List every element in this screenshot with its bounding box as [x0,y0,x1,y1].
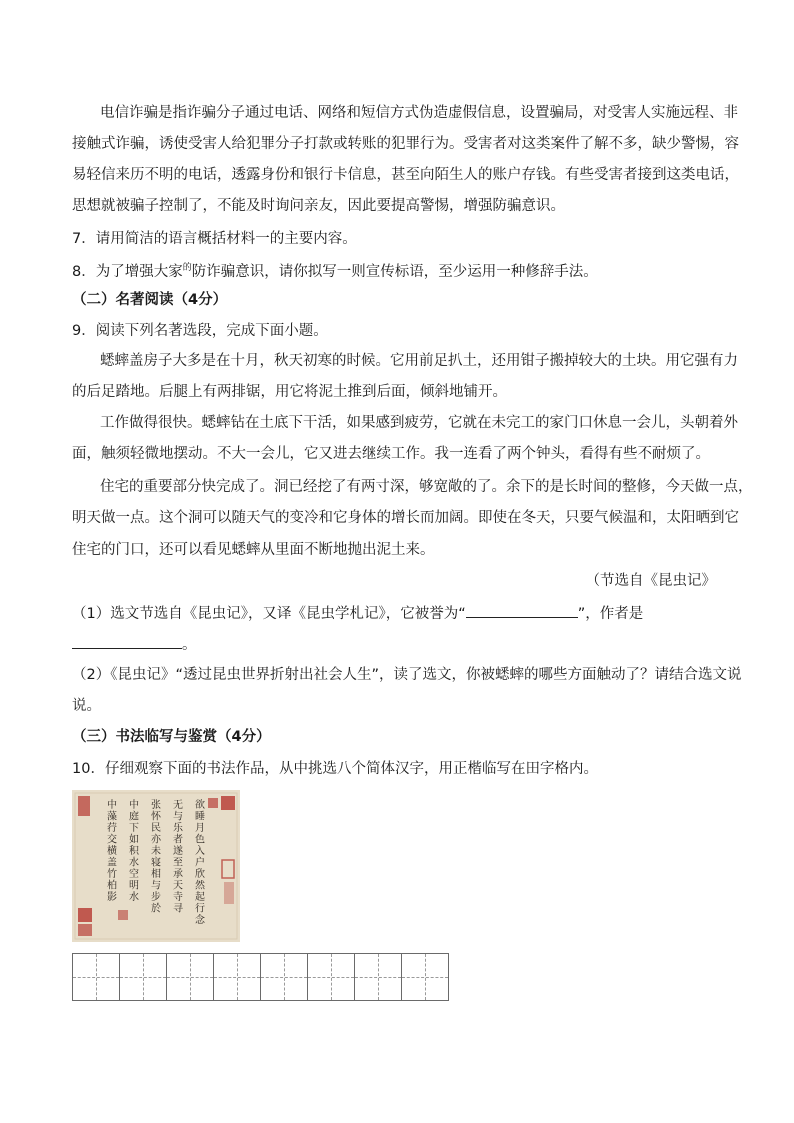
calligraphy-char: 寝 [151,857,161,869]
passage-line: 明天做一点。这个洞可以随天气的变冷和它身体的增长而加阔。即使在冬天，只要气候温和，太阳晒到它 [72,510,739,526]
author-blank[interactable] [72,634,182,649]
calligraphy-char: 欣 [195,869,205,880]
subquestion-2-cont: 说。 [72,698,101,714]
calligraphy-char: 水 [129,892,139,903]
calligraphy-char: 念 [195,915,205,926]
calligraphy-char: 户 [195,857,205,869]
calligraphy-char: 竹 [107,869,117,880]
material-line: 思想就被骗子控制了，不能及时询问亲友，因此要提高警惕，增强防骗意识。 [72,198,565,214]
passage-line: 的后足踏地。后腿上有两排锯，用它将泥土推到后面，倾斜地铺开。 [72,384,507,400]
calligraphy-char: 民 [151,823,161,834]
passage-line: 住宅的门口，还可以看见蟋蟀从里面不断地抛出泥土来。 [72,542,435,558]
material-line: 接触式诈骗，诱使受害人给犯罪分子打款或转账的犯罪行为。受害者对这类案件了解不多，缺少警惕，容 [72,136,739,152]
tianzige-cell[interactable] [72,953,120,1001]
calligraphy-char: 柏 [107,880,117,892]
question-8 [72,262,598,284]
calligraphy-char: 无 [173,800,183,811]
question-9: 9．阅读下列名著选段，完成下面小题。 [72,323,328,339]
calligraphy-char: 色 [195,834,205,846]
tianzige-cell[interactable] [401,953,449,1001]
passage-line: 住宅的重要部分快完成了。洞已经挖了有两寸深，够宽敞的了。余下的是长时间的整修，今天做一点， [100,479,753,495]
tianzige-grid [72,953,448,1001]
subquestion-1-text: （1）选文节选自《昆虫记》，又译《昆虫学札记》，它被誉为“ [72,606,466,622]
passage-line: 蟋蟀盖房子大多是在十月，秋天初寒的时候。它用前足扒土，还用钳子搬掉较大的土块。用它强有力 [100,353,738,369]
calligraphy-image [72,790,240,942]
calligraphy-char: 影 [107,892,117,903]
question-10: 10．仔细观察下面的书法作品，从中挑选八个简体汉字，用正楷临写在田字格内。 [72,761,598,777]
calligraphy-char: 怀 [151,811,161,823]
calligraphy-char: 相 [151,869,161,880]
calligraphy-char: 荇 [107,823,117,834]
calligraphy-char: 张 [151,800,161,811]
tianzige-cell[interactable] [354,953,402,1001]
calligraphy-char: 行 [195,903,205,915]
subquestion-1-end: 。 [182,637,197,653]
calligraphy-char: 睡 [195,811,205,823]
tianzige-cell[interactable] [213,953,261,1001]
calligraphy-char: 与 [151,880,161,892]
calligraphy-char: 明 [129,880,139,892]
calligraphy-char: 寺 [173,892,183,903]
section-2-title: （二）名著阅读（4分） [72,292,228,308]
calligraphy-char: 与 [173,811,183,823]
tianzige-cell[interactable] [307,953,355,1001]
passage-line: 面，触须轻微地摆动。不大一会儿，它又进去继续工作。我一连看了两个钟头，看得有些不耐烦了。 [72,446,710,462]
passage-line: 工作做得很快。蟋蟀钻在土底下干活，如果感到疲劳，它就在未完工的家门口休息一会儿，头朝着外 [100,415,738,431]
source-note: （节选自《昆虫记》 [585,573,716,589]
answer-blank[interactable] [466,603,578,618]
question-8-superscript: 的 [182,263,192,273]
question-8-text: 8．为了增强大家 [72,264,183,280]
calligraphy-char: 空 [129,869,139,880]
question-7: 7．请用简洁的语言概括材料一的主要内容。 [72,231,357,247]
calligraphy-artwork [72,790,240,942]
calligraphy-char: 起 [195,892,205,903]
calligraphy-char: 交 [107,834,117,846]
material-line: 电信诈骗是指诈骗分子通过电话、网络和短信方式伪造虚假信息，设置骗局，对受害人实施远程、非 [100,105,738,121]
calligraphy-char: 盖 [107,857,117,869]
calligraphy-char: 於 [151,903,161,915]
calligraphy-char: 月 [195,823,205,834]
calligraphy-char: 水 [129,857,139,869]
subquestion-1 [72,603,643,624]
calligraphy-char: 藻 [107,811,117,823]
calligraphy-char: 承 [173,869,183,880]
calligraphy-char: 中 [107,800,117,811]
subquestion-1-mid: ”，作者是 [577,606,644,622]
section-3-title: （三）书法临写与鉴赏（4分） [72,729,271,745]
calligraphy-char: 遂 [173,846,183,857]
subquestion-1-cont [72,634,197,655]
calligraphy-char: 者 [173,834,183,846]
calligraphy-char: 入 [195,846,205,857]
tianzige-cell[interactable] [166,953,214,1001]
calligraphy-char: 寻 [173,903,183,915]
calligraphy-char: 至 [173,857,183,869]
calligraphy-char: 步 [151,892,161,903]
calligraphy-char: 下 [129,823,139,834]
calligraphy-char: 乐 [173,823,183,834]
calligraphy-char: 欲 [195,800,205,811]
calligraphy-char: 积 [129,846,139,857]
calligraphy-char: 然 [195,880,205,892]
tianzige-cell[interactable] [260,953,308,1001]
tianzige-cell[interactable] [119,953,167,1001]
material-line: 易轻信来历不明的电话，透露身份和银行卡信息，甚至向陌生人的账户存钱。有些受害者接到这类电话， [72,167,739,183]
calligraphy-char: 中 [129,800,139,811]
calligraphy-char: 如 [129,834,139,846]
question-8-text-rest: 防诈骗意识，请你拟写一则宣传标语，至少运用一种修辞手法。 [191,264,598,280]
calligraphy-char: 亦 [151,834,161,846]
calligraphy-char: 庭 [129,811,139,823]
calligraphy-char: 横 [107,846,117,857]
subquestion-2: （2）《昆虫记》“透过昆虫世界折射出社会人生”，读了选文，你被蟋蟀的哪些方面触动了？请结合选文说 [72,667,742,683]
calligraphy-char: 未 [151,846,161,857]
calligraphy-char: 天 [173,880,183,892]
